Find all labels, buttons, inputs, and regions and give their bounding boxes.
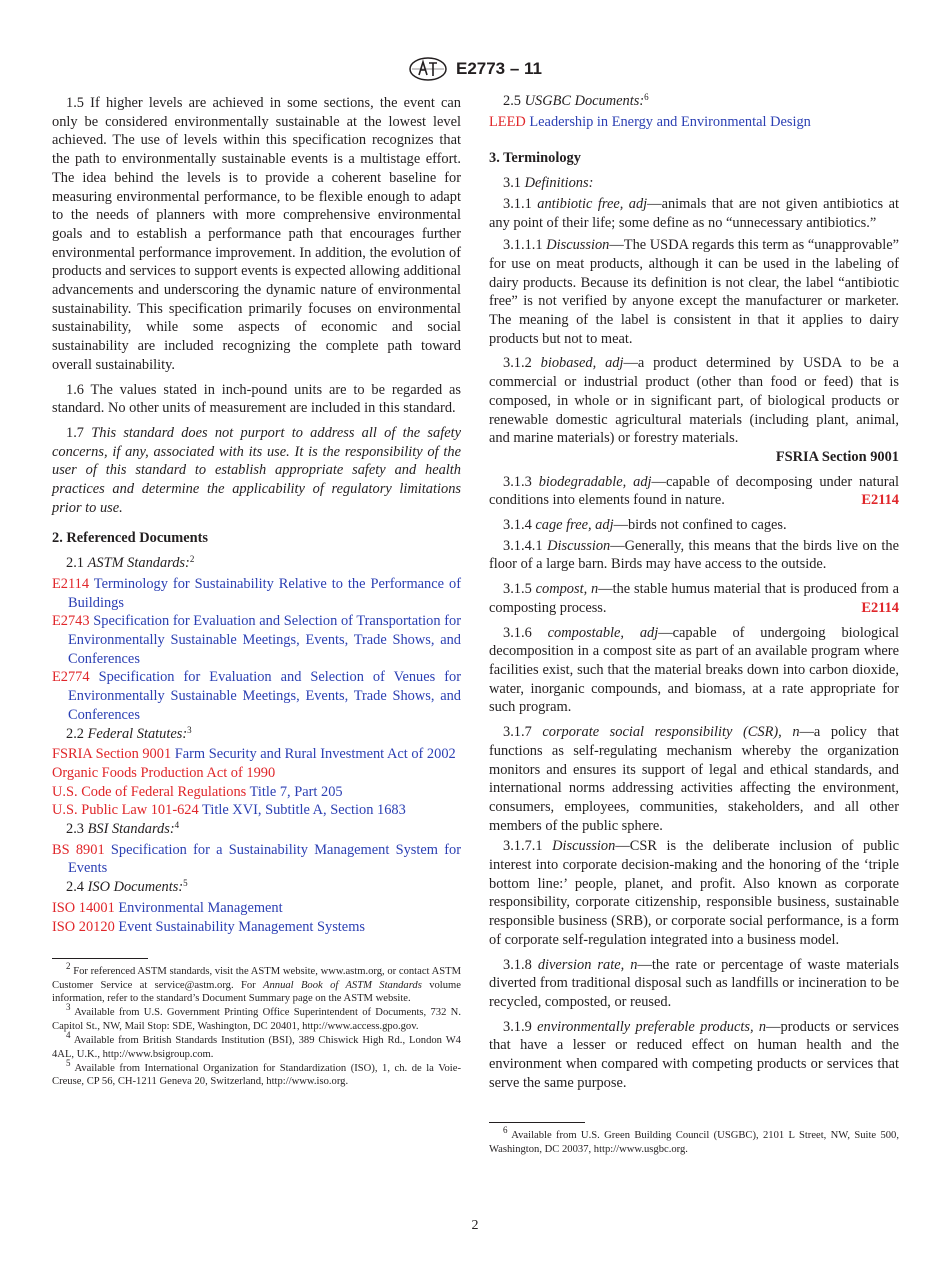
definition-3-1-9: 3.1.9 environmentally preferable products, n—products or services that have a lesser or reduced effect on human health and the environment when compared with competing products or services that serve the same purpose. — [489, 1018, 899, 1091]
subsection-3-1: 3.1 Definitions: — [503, 175, 594, 192]
subsection-2-1: 2.1 ASTM Standards:$^2$ — [66, 554, 195, 572]
definition-3-1-4: 3.1.4 cage free, adj—birds not confined to cages. — [503, 517, 787, 534]
footnote-2: $^2$ For referenced ASTM standards, visit the ASTM website, www.astm.org, or contact ASTM Customer Service at service@astm.org. For Annual Book of ASTM Standards volume information, refer to the standard’s Document Summary page on the ASTM website. — [52, 961, 462, 1005]
reference-item[interactable]: U.S. Code of Federal Regulations Title 7, Part 205 — [52, 783, 343, 800]
footnote-3: $^3$ Available from U.S. Government Printing Office Superintendent of Documents, 732 N. Capitol St., NW, Mail Stop: SDE, Washington, DC 20401, http://www.access.gpo.gov. — [52, 1002, 461, 1032]
reference-item[interactable]: ISO 20120 Event Sustainability Management Systems — [52, 918, 365, 935]
discussion-3-1-4-1: 3.1.4.1 Discussion—Generally, this means that the birds live on the floor of a large barn. Birds may have access to the outside. — [489, 537, 899, 573]
astm-logo-icon — [408, 56, 448, 82]
subsection-2-5: 2.5 USGBC Documents:$^6$ — [503, 92, 649, 109]
subsection-2-3: 2.3 BSI Standards:$^4$ — [66, 820, 180, 838]
reference-item[interactable]: E2114 Terminology for Sustainability Relative to the Performance of Buildings — [52, 575, 461, 611]
reference-item[interactable]: E2774 Specification for Evaluation and Selection of Venues for Environmentally Sustainable Meetings, Events, Trade Shows, and Conferences — [52, 669, 461, 723]
discussion-3-1-1-1: 3.1.1.1 Discussion—The USDA regards this term as “unapprovable” for use on meat products, although it can be used in the labeling of dairy products. Because its definition is not clear, the label “antibiotic free” is not verified by anyone except the manufacturer or marketer. The meaning of the label is consistent in that it applies to dairy products but not to meat. — [489, 237, 899, 347]
subsection-2-4: 2.4 ISO Documents:$^5$ — [66, 878, 188, 896]
reference-item[interactable]: Organic Foods Production Act of 1990 — [52, 764, 276, 781]
definition-3-1-8: 3.1.8 diversion rate, n—the rate or percentage of waste materials diverted from traditional disposal such as landfills or incineration to be recycled, composted, or reused. — [489, 956, 899, 1010]
subsection-2-2: 2.2 Federal Statutes:$^3$ — [66, 724, 192, 742]
paragraph-1-5: 1.5 If higher levels are achieved in some sections, the event can only be considered environmentally sustainable at the lowest level achieved. The use of levels within this specification recognizes that the path to environmentally sustainable events is a multistage effort. The idea behind the levels is to provide a coherent baseline for measuring environmental performance, to be flexible enough to adapt to the needs of planners with more comprehensive environmental goals and to establish a performance path that encourages further environmental performance improvement. In addition, the evolution of products and services to support events is expected allowing additional advancements and underscoring the dynamic nature of environmental sustainability. This specification primarily focuses on environmental sustainability, while some aspects of economic and social sustainability are included recognizing the complete path toward overall sustainability. — [52, 95, 461, 373]
paragraph-1-7: 1.7 This standard does not purport to address all of the safety concerns, if any, associated with its use. It is the responsibility of the user of this standard to establish appropriate safety and health practices and determine the applicability of regulatory limitations prior to use. — [52, 424, 461, 516]
reference-item[interactable]: FSRIA Section 9001 Farm Security and Rural Investment Act of 2002 — [52, 746, 456, 763]
source-link[interactable]: E2114 — [861, 492, 899, 509]
reference-item[interactable]: BS 8901 Specification for a Sustainability Management System for Events — [52, 841, 461, 877]
footnote-4: $^4$ Available from British Standards Institution (BSI), 389 Chiswick High Rd., London W4 4AL, U.K., http://www.bsigroup.com. — [52, 1030, 461, 1060]
left-column — [52, 94, 461, 1090]
footnote-5: $^5$ Available from International Organization for Standardization (ISO), 1, ch. de la Voie-Creuse, CP 56, CH-1211 Geneva 20, Switzerland, http://www.iso.org. — [52, 1058, 461, 1088]
reference-item[interactable]: ISO 14001 Environmental Management — [52, 899, 283, 916]
paragraph-1-6: 1.6 The values stated in inch-pound units are to be regarded as standard. No other units of measurement are included in this standard. — [52, 381, 461, 417]
astm-reference-list — [52, 575, 461, 725]
definition-source: FSRIA Section 9001 — [775, 448, 899, 465]
source-link[interactable]: E2114 — [861, 599, 899, 616]
definition-3-1-5: 3.1.5 compost, n—the stable humus material that is produced from a composting process. E2114 — [489, 581, 900, 616]
footnote-divider — [489, 1122, 585, 1123]
right-column — [489, 92, 899, 1157]
definition-3-1-1: 3.1.1 antibiotic free, adj—animals that are not given antibiotics at any point of their life; some define as no “unnecessary antibiotics.” — [489, 195, 899, 231]
reference-item[interactable]: E2743 Specification for Evaluation and Selection of Transportation for Environmentally Sustainable Meetings, Events, Trade Shows, and Conferences — [52, 613, 461, 667]
section-3-heading: 3. Terminology — [489, 150, 581, 167]
definition-3-1-2: 3.1.2 biobased, adj—a product determined by USDA to be a commercial or industrial product (other than food or feed) that is composed, in whole or in significant part, of biological products or renewable domestic agricultural materials (including plant, animal, and marine materials) or forestry materials. — [489, 355, 899, 447]
page-header — [0, 56, 950, 86]
reference-item[interactable]: U.S. Public Law 101-624 Title XVI, Subtitle A, Section 1683 — [52, 802, 406, 819]
standard-designation: E2773 – 11 — [455, 59, 543, 78]
section-2-heading: 2. Referenced Documents — [52, 530, 208, 547]
reference-item[interactable]: LEED Leadership in Energy and Environmental Design — [489, 113, 811, 130]
discussion-3-1-7-1: 3.1.7.1 Discussion—CSR is the deliberate inclusion of public interest into corporate decision-making and the honoring of the ‘triple bottom line:’ people, planet, and profit. Also known as corporate responsibility, corporate citizenship, responsible business, sustainable responsible business (SRB), or corporate social performance, is a form of corporate self-regulation integrated into a business model. — [489, 838, 899, 948]
federal-reference-list — [52, 745, 461, 820]
footnote-6: $^6$ Available from U.S. Green Building Council (USGBC), 2101 L Street, NW, Suite 500, Washington, DC 20037, http://www.usgbc.org. — [489, 1125, 899, 1155]
definition-3-1-3: 3.1.3 biodegradable, adj—capable of decomposing under natural conditions into elements found in nature. E2114 — [489, 473, 899, 509]
definition-3-1-6: 3.1.6 compostable, adj—capable of undergoing biological decomposition in a compost site as part of an available program where facilities exist, such that the material breaks down into carbon dioxide, water, inorganic compounds, and biomass, at a rate appropriate for such program. — [489, 624, 899, 716]
footnote-divider — [52, 958, 148, 959]
definition-3-1-7: 3.1.7 corporate social responsibility (CSR), n—a policy that functions as self-regulating mechanism whereby the organization monitors and ensures its support of legal and ethical standards, and international norms addressing activities affecting the environment, consumers, employees, communities, stakeholders, and all other members of the public sphere. — [489, 724, 899, 834]
page-number: 2 — [471, 1218, 479, 1233]
